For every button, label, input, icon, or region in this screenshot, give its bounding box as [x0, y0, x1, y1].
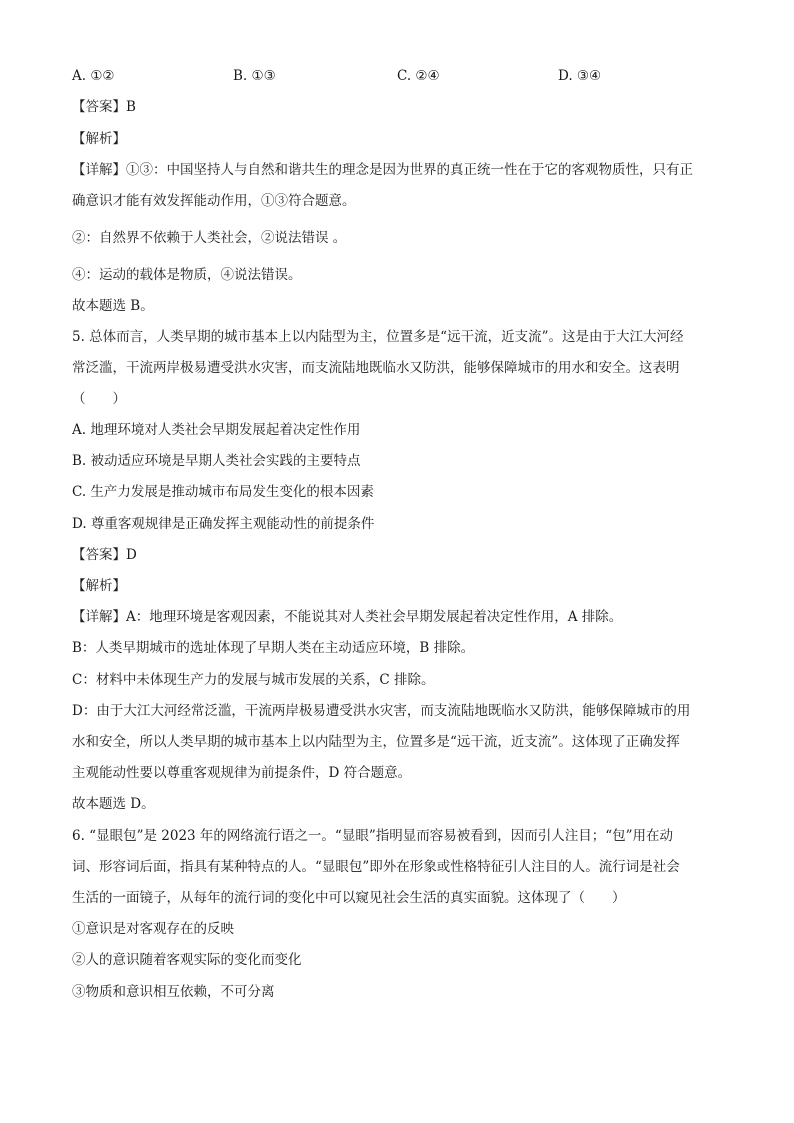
q6-stem-2: 词、形容词后面，指具有某种特点的人。“显眼包”即外在形象或性格特征引人注目的人。流行词是社会	[72, 859, 680, 875]
q6-stem-1: 6. “显眼包”是 2023 年的网络流行语之一。“显眼”指明显而容易被看到，因而引人注目；“包”用在动	[72, 828, 674, 844]
q4-detail-3: ②：自然界不依赖于人类社会，②说法错误 。	[72, 230, 347, 246]
q6-item-2: ②人的意识随着客观实际的变化而变化	[72, 952, 302, 968]
q5-detail-3: C：材料中未体现生产力的发展与城市发展的关系，C 排除。	[72, 672, 435, 688]
q5-detail-2: B：人类早期城市的选址体现了早期人类在主动适应环境，B 排除。	[72, 640, 475, 656]
q4-detail-2: 确意识才能有效发挥能动作用，①③符合题意。	[72, 193, 356, 209]
q4-answer: 【答案】B	[72, 99, 136, 115]
q5-option-d: D. 尊重客观规律是正确发挥主观能动性的前提条件	[72, 516, 375, 532]
q5-detail-5: 水和安全，所以人类早期的城市基本上以内陆型为主，位置多是“远干流，近支流”。这体现了正确发挥	[72, 734, 680, 750]
q4-detail-1: 【详解】①③：中国坚持人与自然和谐共生的理念是因为世界的真正统一性在于它的客观物质性，只有正	[72, 162, 693, 178]
q4-option-d: D. ③④	[558, 68, 602, 84]
q5-stem-2: 常泛滥，干流两岸极易遭受洪水灾害，而支流陆地既临水又防洪，能够保障城市的用水和安全。这表明	[72, 360, 680, 376]
q5-detail-6: 主观能动性要以尊重客观规律为前提条件，D 符合题意。	[72, 765, 412, 781]
q6-item-1: ①意识是对客观存在的反映	[72, 921, 234, 937]
q4-option-a: A. ①②	[72, 68, 115, 84]
q6-stem-3: 生活的一面镜子，从每年的流行词的变化中可以窥见社会生活的真实面貌。这体现了（ ）	[72, 890, 626, 906]
q5-detail-4: D：由于大江大河经常泛滥，干流两岸极易遭受洪水灾害，而支流陆地既临水又防洪，能够保障城市的用	[72, 703, 691, 719]
q4-option-b: B. ①③	[233, 68, 276, 84]
q5-answer: 【答案】D	[72, 547, 137, 563]
q5-stem-3: （ ）	[72, 391, 126, 407]
q5-option-c: C. 生产力发展是推动城市布局发生变化的根本因素	[72, 484, 374, 500]
q4-option-c: C. ②④	[397, 68, 440, 84]
q5-stem-1: 5. 总体而言，人类早期的城市基本上以内陆型为主，位置多是“远干流，近支流”。这是由于大江大河经	[72, 329, 684, 345]
q5-option-a: A. 地理环境对人类社会早期发展起着决定性作用	[72, 422, 361, 438]
q5-conclusion: 故本题选 D。	[72, 796, 155, 812]
q4-analysis-label: 【解析】	[72, 131, 126, 147]
q5-analysis-label: 【解析】	[72, 578, 126, 594]
q4-detail-4: ④：运动的载体是物质，④说法错误。	[72, 267, 302, 283]
q4-conclusion: 故本题选 B。	[72, 298, 154, 314]
q5-detail-1: 【详解】A：地理环境是客观因素，不能说其对人类社会早期发展起着决定性作用，A 排除。	[72, 609, 623, 625]
q5-option-b: B. 被动适应环境是早期人类社会实践的主要特点	[72, 453, 361, 469]
q6-item-3: ③物质和意识相互依赖，不可分离	[72, 984, 275, 1000]
